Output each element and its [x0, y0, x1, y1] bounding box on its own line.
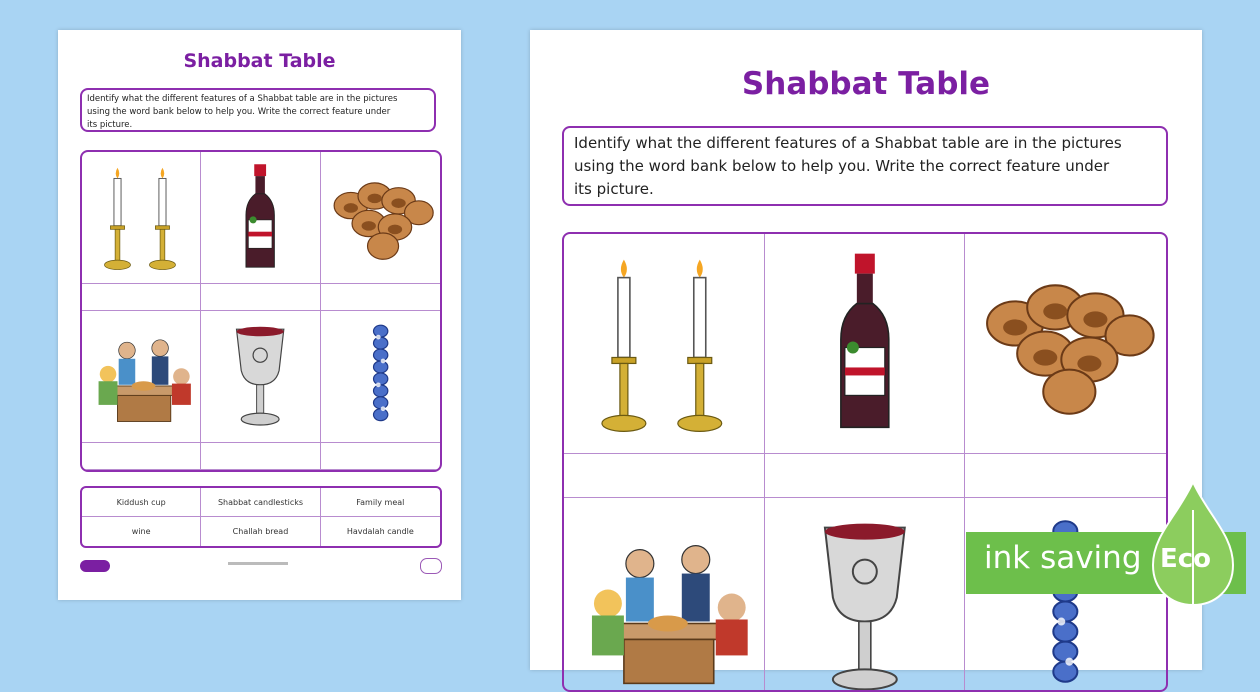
word-bank-item: wine	[82, 517, 201, 546]
worksheet-title: Shabbat Table	[183, 50, 336, 72]
candlesticks-picture	[82, 152, 201, 284]
wine-bottle-picture	[765, 234, 966, 454]
picture-grid	[80, 150, 442, 472]
challah-bread-icon	[965, 234, 1166, 453]
candlesticks-icon	[564, 234, 764, 453]
answer-box[interactable]	[321, 443, 440, 470]
word-bank-item: Challah bread	[201, 517, 320, 546]
footer-url	[228, 562, 288, 565]
candlesticks-icon	[82, 152, 200, 283]
answer-box[interactable]	[564, 454, 765, 498]
instructions-line: its picture.	[574, 180, 654, 198]
footer-badge-icon	[420, 558, 442, 574]
candlesticks-picture	[564, 234, 765, 454]
word-bank-item: Kiddush cup	[82, 488, 201, 517]
word-bank	[80, 486, 442, 548]
answer-box[interactable]	[765, 454, 966, 498]
answer-box[interactable]	[82, 284, 201, 311]
word-bank-item: Family meal	[321, 488, 440, 517]
picture-grid	[562, 232, 1168, 692]
instructions-box	[80, 88, 436, 132]
instructions-line: using the word bank below to help you. Write the correct feature under	[574, 157, 1110, 175]
answer-box[interactable]	[201, 284, 320, 311]
challah-bread-icon	[321, 152, 440, 283]
family-meal-icon	[564, 498, 764, 692]
wine-bottle-picture	[201, 152, 320, 284]
challah-bread-picture	[321, 152, 440, 284]
answer-box[interactable]	[201, 443, 320, 470]
family-meal-picture	[82, 311, 201, 443]
kiddush-cup-picture	[201, 311, 320, 443]
worksheet-preview-small	[58, 30, 461, 600]
word-bank-item: Havdalah candle	[346, 527, 414, 536]
instructions-box	[562, 126, 1168, 206]
worksheet-title: Shabbat Table	[741, 66, 991, 102]
kiddush-cup-icon	[201, 311, 319, 442]
eco-label: Eco	[1160, 544, 1212, 574]
havdalah-candle-picture	[965, 498, 1166, 692]
havdalah-candle-icon	[965, 498, 1166, 692]
wine-bottle-icon	[201, 152, 319, 283]
kiddush-cup-icon	[765, 498, 965, 692]
answer-box[interactable]	[82, 443, 201, 470]
twinkl-logo	[80, 560, 110, 572]
kiddush-cup-picture	[765, 498, 966, 692]
word-bank-item: Shabbat candlesticks	[201, 488, 320, 517]
instructions-line: its picture.	[87, 120, 133, 130]
instructions-line: Identify what the different features of a Shabbat table are in the pictures	[87, 94, 398, 104]
challah-bread-picture	[965, 234, 1166, 454]
answer-box[interactable]	[321, 284, 440, 311]
family-meal-icon	[82, 311, 200, 442]
havdalah-candle-icon	[321, 311, 440, 442]
wine-bottle-icon	[765, 234, 965, 453]
answer-box[interactable]	[965, 454, 1166, 498]
ink-saving-text: ink saving	[984, 540, 1142, 576]
instructions-line: using the word bank below to help you. Write the correct feature under	[87, 107, 391, 117]
havdalah-candle-picture	[321, 311, 440, 443]
instructions-line: Identify what the different features of a Shabbat table are in the pictures	[574, 134, 1122, 152]
family-meal-picture	[564, 498, 765, 692]
